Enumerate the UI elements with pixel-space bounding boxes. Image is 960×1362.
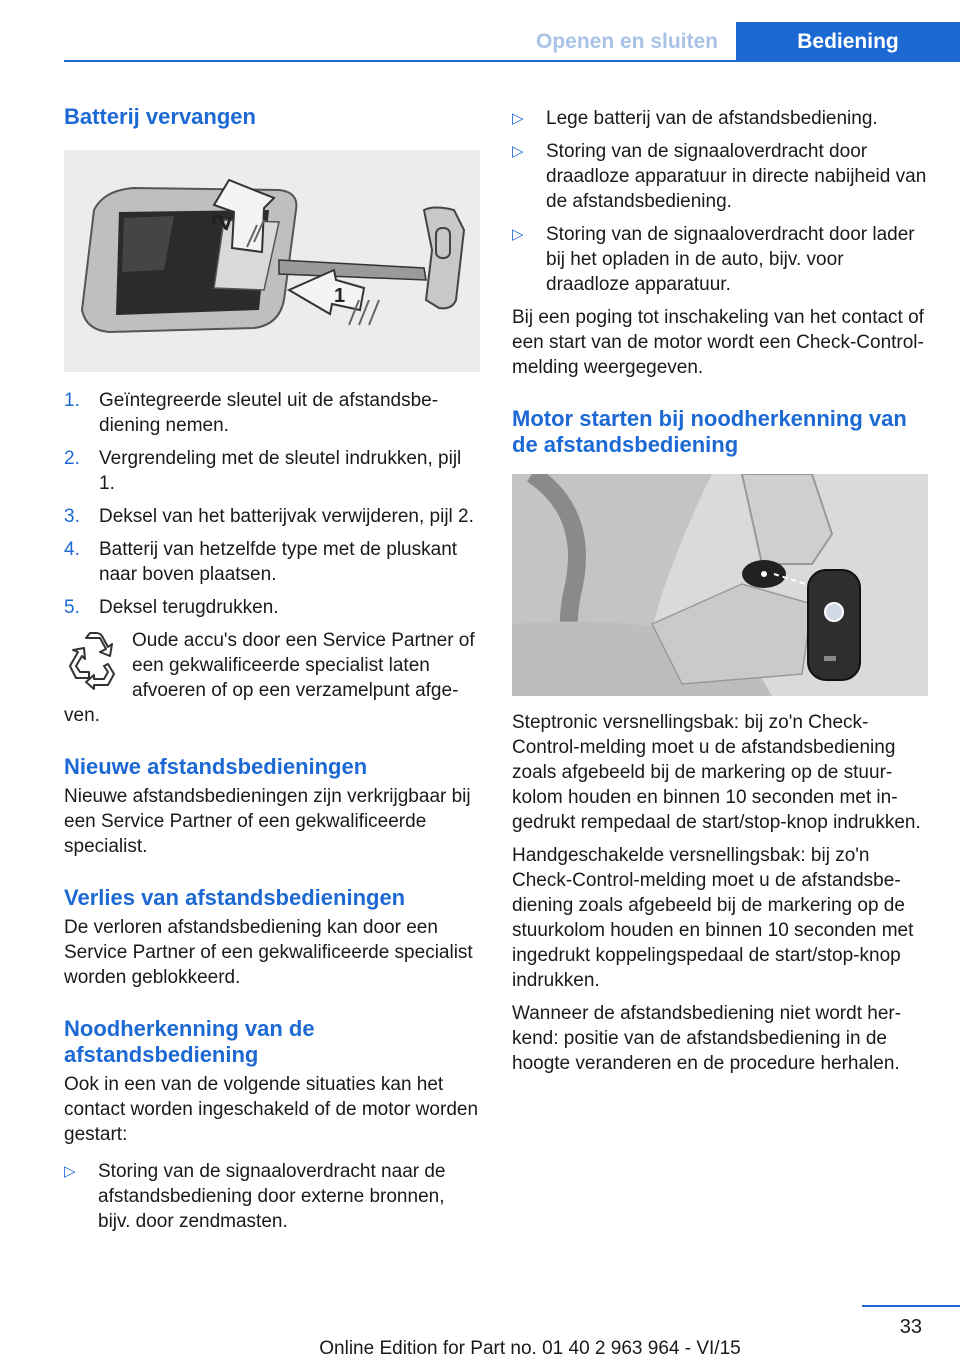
header-rule <box>64 60 960 62</box>
bullet-triangle-icon: ▷ <box>512 110 524 127</box>
bullet-text: Lege batterij van de afstandsbediening. <box>546 108 878 129</box>
step-text: Vergrendeling met de sleutel indrukken, pijl 1. <box>99 448 462 494</box>
bullet-triangle-icon: ▷ <box>64 1163 76 1180</box>
left-column <box>64 98 480 1242</box>
right-column <box>512 98 928 1076</box>
bullet-item <box>512 222 928 297</box>
footer-rule <box>862 1305 960 1307</box>
step-item <box>64 504 480 529</box>
step-item <box>64 595 480 620</box>
steering-column-figure <box>512 474 928 696</box>
battery-heading: Batterij vervangen <box>64 104 256 129</box>
bullet-text: Storing van de signaaloverdracht naar de afstandsbediening door externe bronnen, bijv. door zendmasten. <box>98 1161 446 1232</box>
bullet-text: Storing van de signaaloverdracht door lader bij het opladen in de auto, bijv. voor draadloze apparatuur. <box>546 224 915 295</box>
edition-footer: Online Edition for Part no. 01 40 2 963 964 - VI/15 <box>319 1338 741 1359</box>
step-number: 2. <box>64 448 80 469</box>
chapter-tab[interactable]: Openen en sluiten <box>535 30 719 53</box>
bullet-item <box>64 1159 480 1234</box>
bullet-item <box>512 139 928 214</box>
arrow-1-label: 1 <box>334 285 346 307</box>
step-number: 5. <box>64 597 80 618</box>
steering-column-illustration <box>512 474 928 696</box>
section-tab-active[interactable]: Bediening <box>736 22 960 62</box>
bullet-triangle-icon: ▷ <box>512 143 524 160</box>
recycle-icon <box>64 630 122 694</box>
bullet-triangle-icon: ▷ <box>512 226 524 243</box>
emergency-bullets-left <box>64 1159 480 1234</box>
step-text: Deksel van het batterijvak verwijderen, pijl 2. <box>99 506 474 527</box>
bullet-item <box>512 106 928 131</box>
remote-key-fob <box>808 570 860 680</box>
step-item <box>64 388 480 438</box>
new-remote-heading: Nieuwe afstandsbedieningen <box>64 754 368 779</box>
emergency-bullets-right <box>512 106 928 297</box>
step-number: 1. <box>64 390 80 411</box>
key-battery-figure <box>64 150 480 372</box>
arrow-2-label: 2 <box>204 209 238 234</box>
manual-gearbox-text: Handgeschakelde versnellingsbak: bij zo'n Check-Control-melding moet u de afstandsbediening zoals afgebeeld bij de markering op de stuurkolom houden en binnen 10 seconden met ingedrukt koppelingspedaal de start/stop-knop indrukken. <box>512 845 914 991</box>
page-number: 33 <box>899 1316 922 1338</box>
check-control-text: Bij een poging tot inschakeling van het contact of een start van de motor wordt een Check-Control-melding weergegeven. <box>512 307 924 378</box>
start-heading: Motor starten bij noodherkenning van de afstandsbediening <box>512 406 907 457</box>
recycle-note <box>64 628 480 728</box>
step-number: 3. <box>64 506 80 527</box>
step-item <box>64 446 480 496</box>
key-battery-illustration <box>64 150 480 372</box>
step-item <box>64 537 480 587</box>
loss-text: De verloren afstandsbediening kan door een Service Partner of een gekwalificeerde specialist worden geblokkeerd. <box>64 917 473 988</box>
steptronic-text: Steptronic versnellingsbak: bij zo'n Check-Control-melding moet u de afstandsbediening zoals afgebeeld bij de markering op de stuurkolom houden en binnen 10 seconden met ingedrukt rempedaal de start/stop-knop indrukken. <box>512 712 921 833</box>
step-text: Batterij van hetzelfde type met de pluskant naar boven plaatsen. <box>99 539 458 585</box>
battery-steps <box>64 388 480 620</box>
emergency-heading: Noodherkenning van de afstandsbediening <box>64 1016 315 1067</box>
step-text: Geïntegreerde sleutel uit de afstandsbediening nemen. <box>99 390 439 436</box>
not-recognized-text: Wanneer de afstandsbediening niet wordt herkend: positie van de afstandsbediening in de hoogte veranderen en de procedure herhalen. <box>512 1003 902 1074</box>
new-remote-text: Nieuwe afstandsbedieningen zijn verkrijgbaar bij een Service Partner of een gekwalificeerde specialist. <box>64 786 471 857</box>
recycle-text: Oude accu's door een Service Partner of een gekwalificeerde specialist laten afvoeren of op een verzamelpunt afgeven. <box>64 630 475 726</box>
emergency-text: Ook in een van de volgende situaties kan het contact worden ingeschakeld of de motor worden gestart: <box>64 1074 479 1145</box>
step-text: Deksel terugdrukken. <box>99 597 279 618</box>
loss-heading: Verlies van afstandsbedieningen <box>64 885 406 910</box>
step-number: 4. <box>64 539 80 560</box>
bullet-text: Storing van de signaaloverdracht door draadloze apparatuur in directe nabijheid van de afstandsbediening. <box>546 141 927 212</box>
